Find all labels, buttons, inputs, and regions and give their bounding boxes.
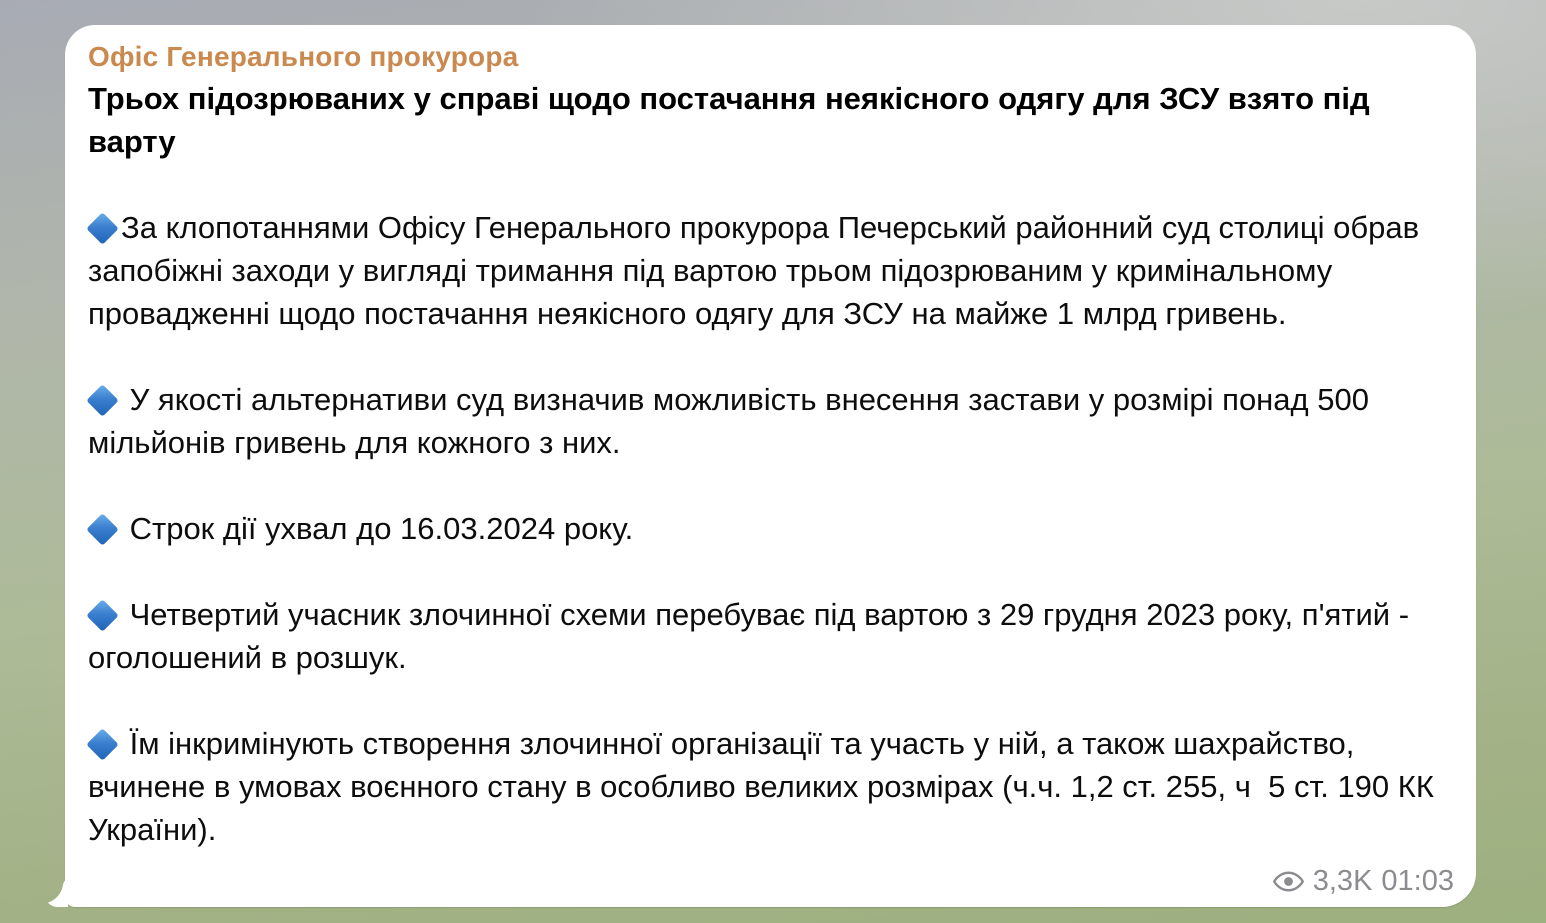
message-paragraph xyxy=(88,593,1454,679)
message-paragraph xyxy=(88,378,1454,464)
paragraph-text: Їм інкримінують створення злочинної організації та участь у ній, а також шахрайство, вчинене в умовах воєнного стану в особливо великих розмірах (ч.ч. 1,2 ст. 255, ч 5 ст. 190 КК України). xyxy=(88,726,1443,847)
blue-diamond-icon xyxy=(86,599,119,632)
paragraph-text: За клопотаннями Офісу Генерального прокурора Печерський районний суд столиці обрав запобіжні заходи у вигляді тримання під вартою трьом підозрюваним у кримінальному провадженні щодо постачання неякісного одягу для ЗСУ на майже 1 млрд гривень. xyxy=(88,210,1428,331)
message-paragraph xyxy=(88,722,1454,851)
blue-diamond-icon xyxy=(86,728,119,761)
view-count: 3,3K xyxy=(1312,865,1373,897)
message-paragraph xyxy=(88,507,1454,550)
blue-diamond-icon xyxy=(86,212,119,245)
eye-icon xyxy=(1273,871,1304,892)
paragraph-text: Строк дії ухвал до 16.03.2024 року. xyxy=(121,511,634,546)
paragraph-text: Четвертий учасник злочинної схеми перебуває під вартою з 29 грудня 2023 року, п'ятий - оголошений в розшук. xyxy=(88,597,1418,675)
blue-diamond-icon xyxy=(86,384,119,417)
message-time: 01:03 xyxy=(1381,865,1454,897)
message-bubble[interactable] xyxy=(65,25,1476,907)
paragraph-text: У якості альтернативи суд визначив можливість внесення застави у розмірі понад 500 мільйонів гривень для кожного з них. xyxy=(88,382,1378,460)
message-paragraph xyxy=(88,206,1454,335)
message-title: Трьох підозрюваних у справі щодо постачання неякісного одягу для ЗСУ взято під варту xyxy=(88,81,1370,159)
bubble-tail xyxy=(48,879,68,907)
blue-diamond-icon xyxy=(86,513,119,546)
channel-name[interactable]: Офіс Генерального прокурора xyxy=(88,41,519,72)
message-meta xyxy=(1273,865,1454,897)
